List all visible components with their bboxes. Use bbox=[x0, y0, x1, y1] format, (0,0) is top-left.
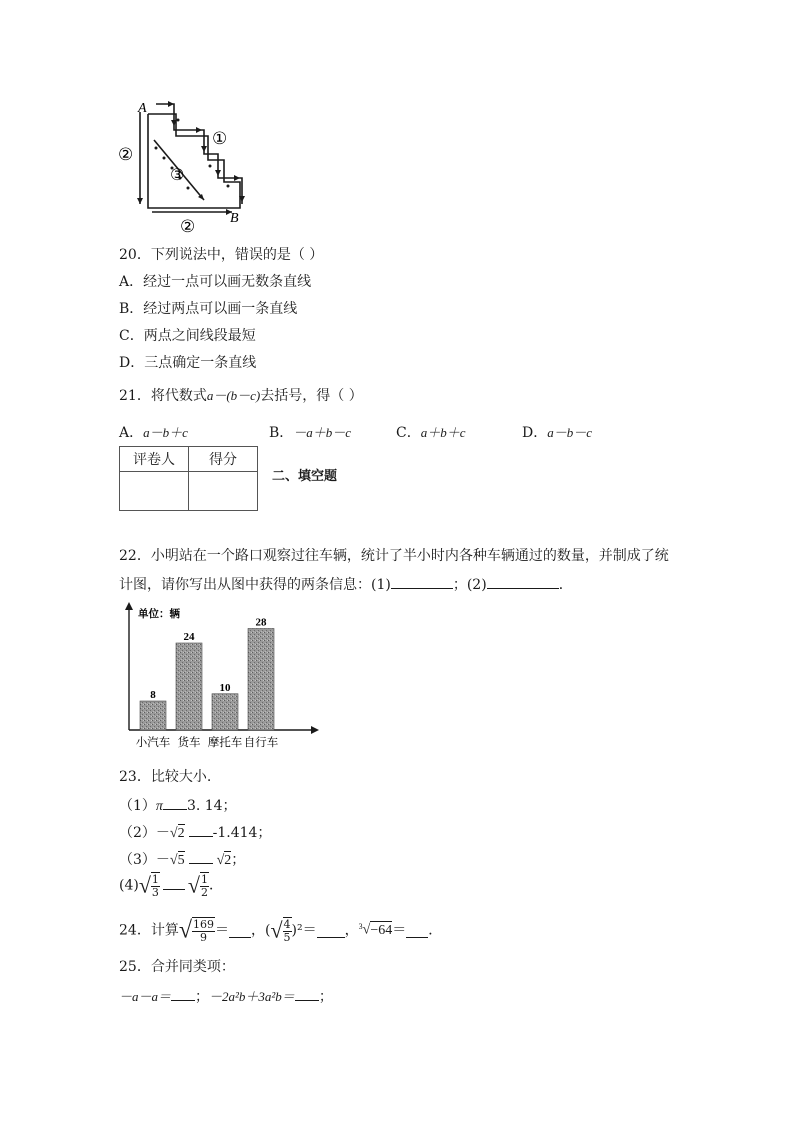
part-number: （3） bbox=[119, 852, 156, 868]
q25-blank-2[interactable] bbox=[295, 986, 319, 1001]
radicand: 2 bbox=[177, 826, 185, 841]
numerator: 1 bbox=[201, 873, 208, 886]
numerator: 169 bbox=[193, 918, 214, 931]
option-expression: －a＋b－c bbox=[293, 425, 352, 440]
score-table-cell-score[interactable] bbox=[189, 472, 258, 511]
equals: ＝ bbox=[215, 922, 229, 939]
label-path-2-bottom: ② bbox=[180, 217, 196, 236]
q22-line2-end: ． bbox=[558, 577, 573, 593]
path-figure bbox=[112, 98, 252, 236]
q23-part-3 bbox=[119, 849, 245, 870]
q25-expression-1: －a－a＝ bbox=[119, 989, 172, 1004]
q22-line2 bbox=[119, 574, 573, 594]
sqrt-sign: √ bbox=[187, 872, 200, 898]
part-number: （1） bbox=[119, 798, 156, 814]
option-expression: a－b－c bbox=[547, 425, 593, 440]
q20-option-d: D．三点确定一条直线 bbox=[119, 355, 257, 371]
label-path-3: ③ bbox=[170, 165, 185, 184]
denominator: 2 bbox=[201, 886, 208, 899]
radicand-left: 5 bbox=[177, 853, 185, 868]
part-number: （2） bbox=[119, 825, 156, 841]
q22-line2-prefix: 计图，请你写出从图中获得的两条信息：(1) bbox=[119, 577, 391, 593]
minus-sign: － bbox=[155, 826, 170, 841]
sqrt-sign: √ bbox=[138, 872, 151, 898]
bar-0 bbox=[140, 701, 166, 730]
sqrt-sign: √ bbox=[169, 853, 178, 868]
q23-blank-2[interactable] bbox=[189, 822, 213, 837]
q21-option-b bbox=[269, 424, 351, 442]
end-mark: ． bbox=[428, 922, 443, 939]
q22-line2-mid: ；(2) bbox=[452, 577, 487, 593]
q22-blank-2[interactable] bbox=[487, 574, 559, 589]
q23-blank-4[interactable] bbox=[163, 875, 185, 890]
sqrt-sign: √ bbox=[216, 853, 225, 868]
bar-value-label-0: 8 bbox=[150, 689, 156, 701]
q20-option-b: B．经过两点可以画一条直线 bbox=[119, 301, 298, 317]
end-mark: ； bbox=[318, 989, 333, 1005]
x-axis-arrow bbox=[311, 726, 319, 734]
vehicle-bar-chart bbox=[120, 600, 330, 752]
minus-sign: － bbox=[155, 853, 170, 868]
denominator: 3 bbox=[151, 886, 159, 899]
cube-root-index: 3 bbox=[358, 921, 363, 931]
q23-part-4 bbox=[119, 872, 223, 906]
q23-part-1 bbox=[119, 795, 237, 816]
label-a: A bbox=[138, 101, 147, 116]
score-table-cell-grader[interactable] bbox=[120, 472, 189, 511]
q20-option-a: A．经过一点可以画无数条直线 bbox=[119, 274, 312, 290]
fraction-left bbox=[151, 872, 160, 899]
category-label-1: 货车 bbox=[177, 735, 201, 749]
sqrt-sign: √ bbox=[362, 922, 371, 938]
q23-part-2 bbox=[119, 822, 271, 843]
q23-blank-3[interactable] bbox=[189, 849, 213, 864]
part-number: (4) bbox=[119, 877, 139, 894]
numerator: 4 bbox=[283, 918, 291, 931]
equals: ＝ bbox=[392, 922, 407, 939]
q21-suffix: 去括号，得（ ） bbox=[260, 388, 363, 404]
section-title: 二、填空题 bbox=[272, 469, 338, 484]
separator: ，( bbox=[251, 922, 271, 939]
score-table bbox=[119, 446, 258, 511]
rhs: 3. 14； bbox=[186, 798, 237, 814]
category-label-3: 自行车 bbox=[243, 735, 279, 749]
q23-stem: 23．比较大小. bbox=[119, 769, 212, 785]
sqrt-sign: √ bbox=[178, 917, 192, 944]
q21-option-d bbox=[522, 424, 592, 442]
label-path-1: ① bbox=[212, 129, 228, 149]
option-expression: a－b＋c bbox=[143, 425, 188, 440]
option-letter: A． bbox=[119, 425, 144, 441]
denominator: 9 bbox=[200, 931, 207, 944]
bar-value-label-3: 28 bbox=[255, 616, 267, 629]
sqrt-sign: √ bbox=[169, 826, 178, 841]
bar-3 bbox=[248, 629, 274, 731]
end-mark: ． bbox=[209, 877, 223, 894]
denominator: 5 bbox=[283, 931, 291, 944]
unit-label: 单位：辆 bbox=[138, 608, 180, 620]
pi-symbol: π bbox=[155, 799, 163, 814]
category-label-0: 小汽车 bbox=[135, 735, 171, 749]
q24-blank-2[interactable] bbox=[317, 923, 345, 938]
score-table-header-grader: 评卷人 bbox=[120, 447, 189, 472]
q24-blank-3[interactable] bbox=[406, 923, 428, 938]
sqrt-sign: √ bbox=[270, 917, 283, 943]
q20-option-c: C．两点之间线段最短 bbox=[119, 328, 256, 344]
bar-value-label-1: 24 bbox=[183, 631, 195, 643]
q25-expressions bbox=[119, 986, 333, 1006]
option-letter: D． bbox=[522, 425, 548, 441]
fraction-right bbox=[200, 872, 209, 899]
cube-radicand: −64 bbox=[370, 922, 393, 938]
numerator: 1 bbox=[151, 873, 159, 886]
q23-blank-1[interactable] bbox=[163, 795, 187, 810]
q22-line1: 22．小明站在一个路口观察过往车辆，统计了半小时内各种车辆通过的数量，并制成了统 bbox=[119, 548, 669, 564]
q21-option-a bbox=[119, 424, 188, 442]
rhs: -1.414； bbox=[212, 825, 272, 841]
q25-expression-2: －2a²b＋3a²b＝ bbox=[209, 989, 295, 1004]
q25-stem: 25．合并同类项： bbox=[119, 959, 235, 975]
square-equals: )²＝ bbox=[291, 922, 317, 939]
score-table-header-score: 得分 bbox=[189, 447, 258, 472]
q25-blank-1[interactable] bbox=[171, 986, 195, 1001]
end-mark: ； bbox=[231, 852, 246, 868]
bar-1 bbox=[176, 643, 202, 730]
radicand-right: 2 bbox=[224, 853, 232, 868]
label-path-2-left: ② bbox=[118, 145, 134, 165]
q24-blank-1[interactable] bbox=[229, 923, 251, 938]
q20-stem: 20．下列说法中，错误的是（ ） bbox=[119, 247, 324, 263]
category-label-2: 摩托车 bbox=[207, 735, 243, 749]
q22-blank-1[interactable] bbox=[391, 574, 453, 589]
q21-prefix: 21．将代数式 bbox=[119, 388, 207, 404]
separator: ； bbox=[195, 989, 210, 1005]
q21-stem bbox=[119, 387, 363, 405]
y-axis-arrow bbox=[125, 602, 133, 610]
bar-value-label-2: 10 bbox=[219, 681, 231, 694]
q21-option-c bbox=[396, 424, 466, 442]
option-expression: a＋b＋c bbox=[420, 425, 466, 440]
option-letter: C． bbox=[396, 425, 421, 441]
bar-2 bbox=[212, 694, 238, 730]
fraction-4-5 bbox=[283, 917, 292, 944]
fraction-169-9 bbox=[192, 917, 215, 944]
q24 bbox=[119, 917, 442, 953]
label-b: B bbox=[230, 211, 239, 226]
q21-expression: a－(b－c) bbox=[206, 388, 261, 403]
option-letter: B． bbox=[269, 425, 294, 441]
separator: ， bbox=[344, 922, 359, 939]
q24-prefix: 24．计算 bbox=[119, 922, 179, 939]
